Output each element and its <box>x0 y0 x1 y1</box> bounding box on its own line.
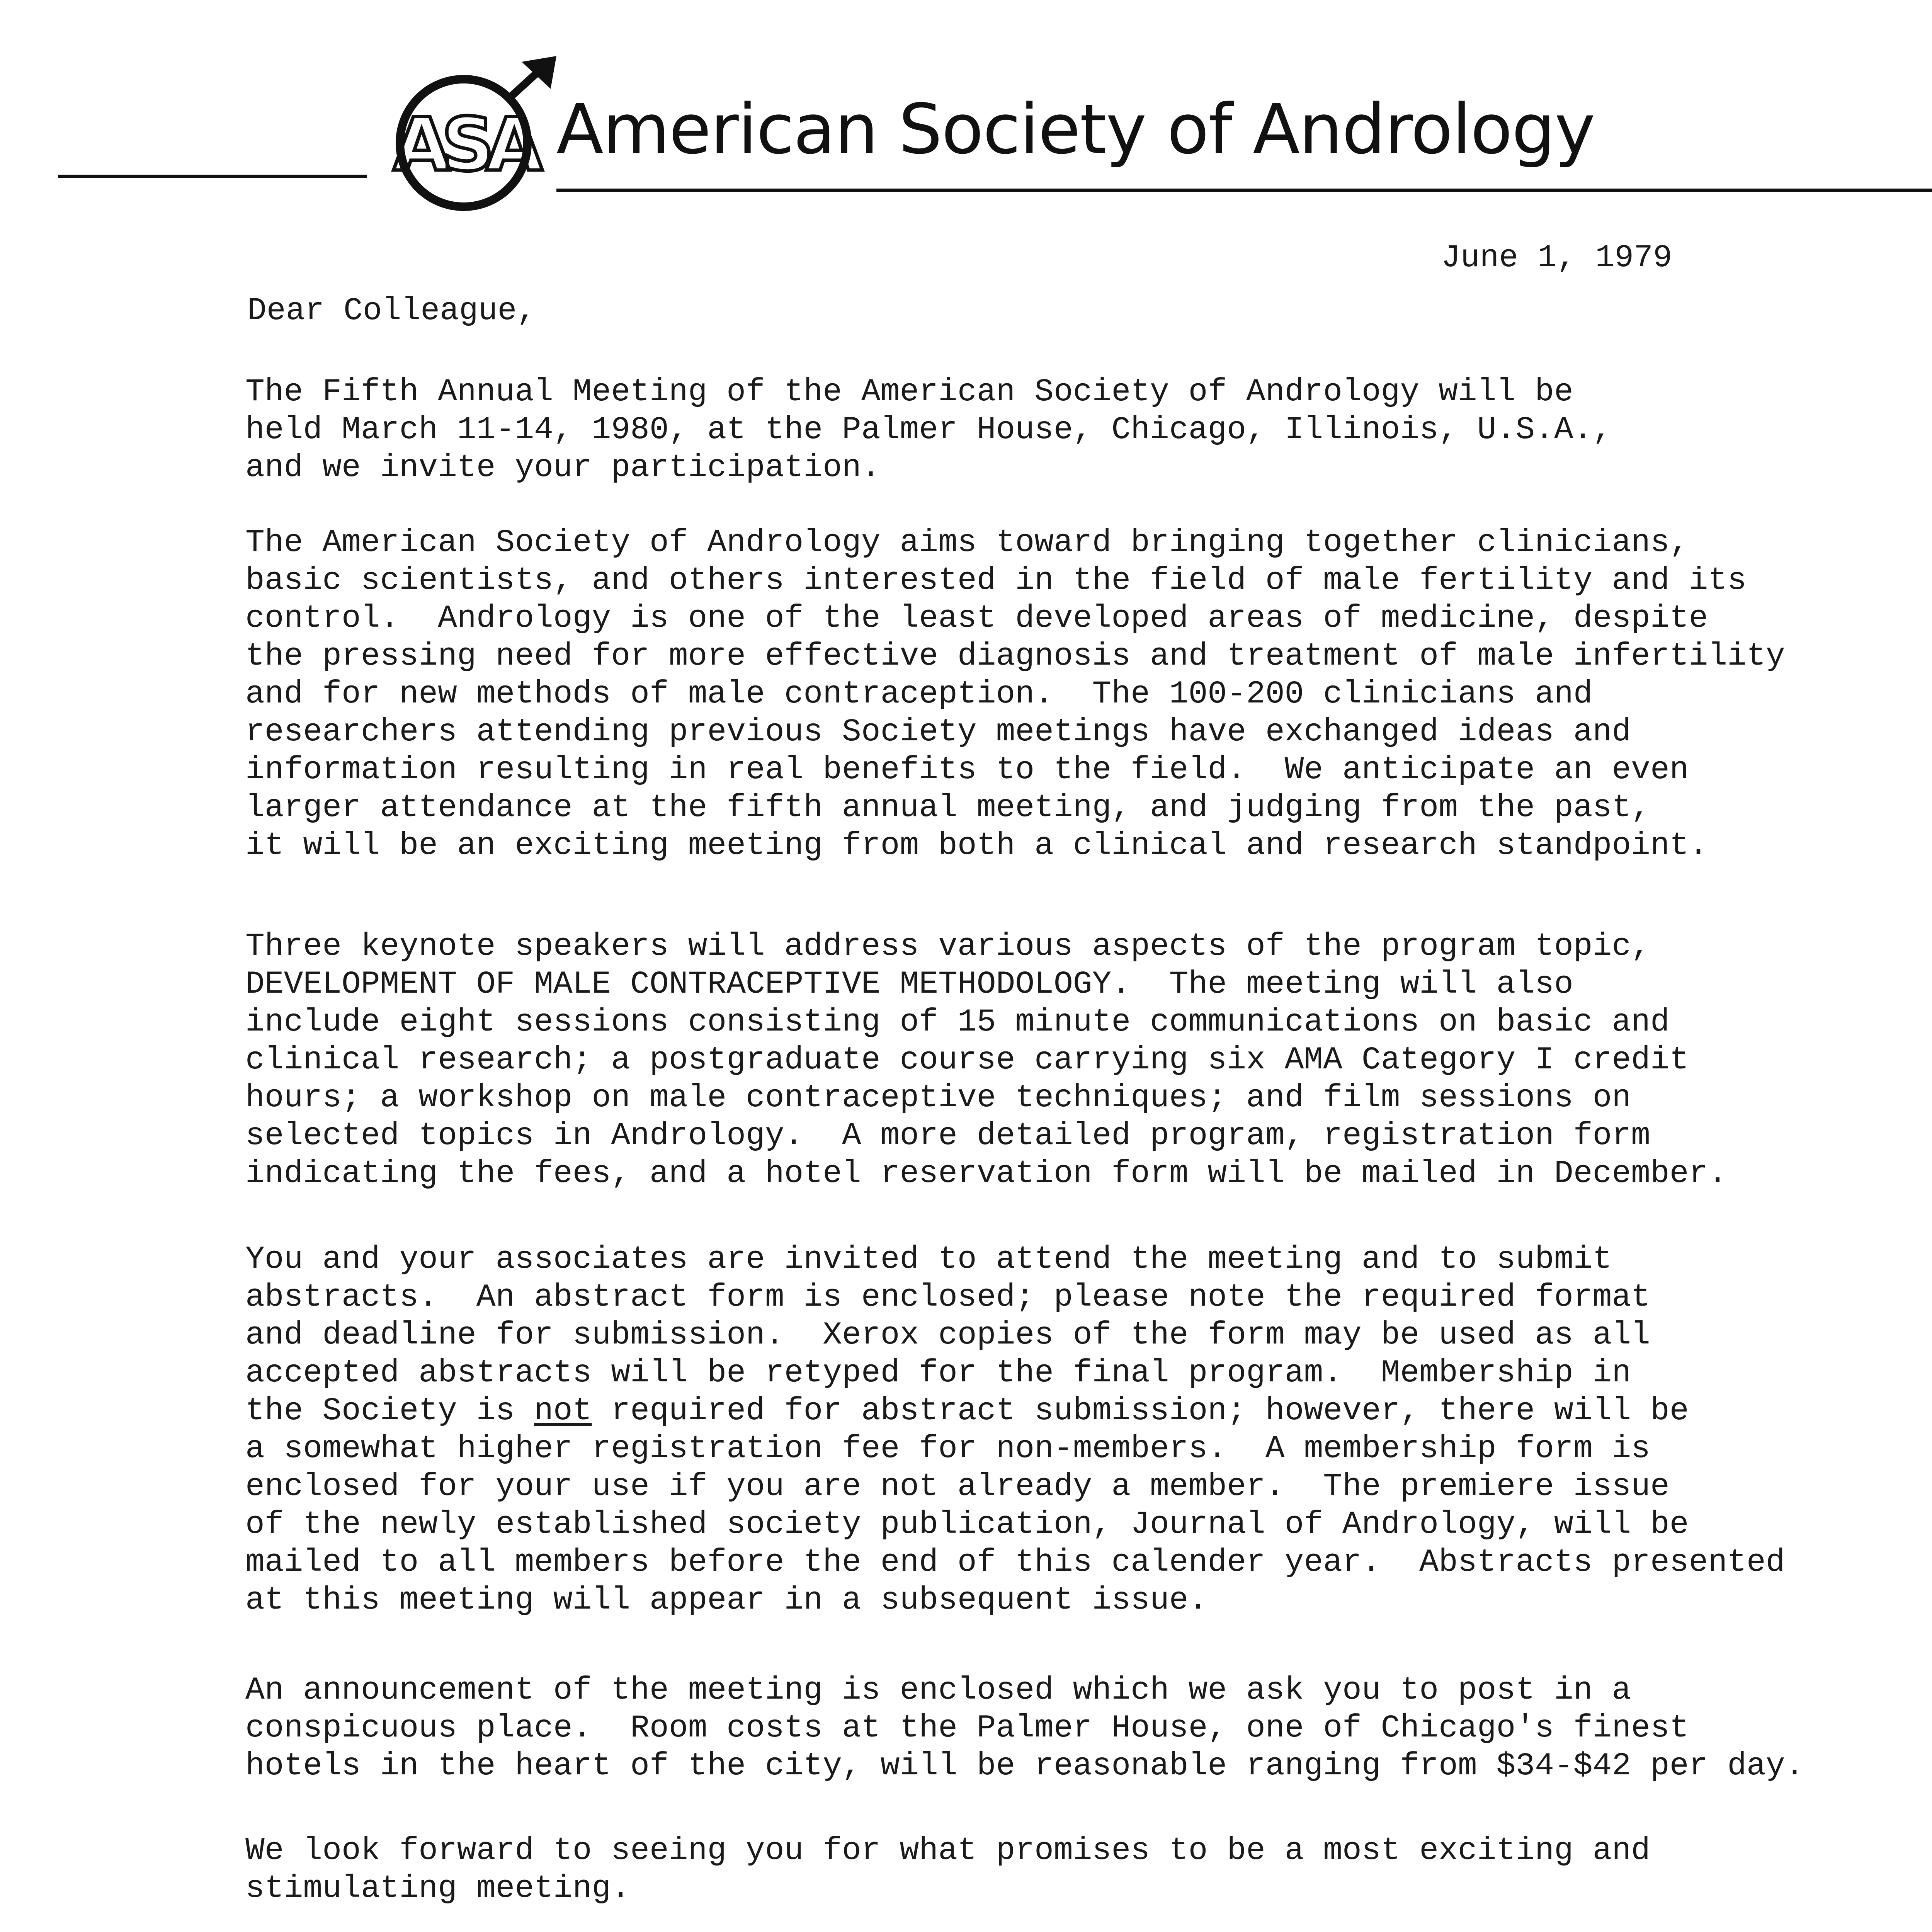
paragraph-abstracts <box>245 1240 1853 1619</box>
organization-name: American Society of Andrology <box>556 89 1595 169</box>
paragraph-meeting-announcement: The Fifth Annual Meeting of the American Society of Andrology will be held March 11-14, 1980, at the Palmer House, Chicago, Illinois, U.S.A., and we invite your participation. <box>245 374 1612 486</box>
paragraph-announcement: An announcement of the meeting is enclosed which we ask you to post in a conspicuous place. Room costs at the Palmer House, one of Chicago's finest hotels in the heart of the city, will be reasonable ranging from $34-$42 per day. <box>245 1672 1804 1784</box>
paragraph-program: Three keynote speakers will address various aspects of the program topic, DEVELOPMENT OF MALE CONTRACEPTIVE METHODOLOGY. The meeting will also include eight sessions consisting of 15 minute communications on basic and clinical research; a postgraduate course carrying six AMA Category I credit hours; a workshop on male contraceptive techniques; and film sessions on selected topics in Andrology. A more detailed program, registration form indicating the fees, and a hotel reservation form will be mailed in December. <box>245 928 1728 1192</box>
salutation: Dear Colleague, <box>247 293 536 329</box>
paragraph-abstracts-part1: You and your associates are invited to attend the meeting and to submit abstracts. An abstract form is enclosed; please note the required format and deadline for submission. Xerox copies of the form may be used as all accepted abstracts will be retyped for the final program. Membership in the Society is <box>245 1241 1650 1429</box>
paragraph-society-aims: The American Society of Andrology aims toward bringing together clinicians, basic scientists, and others interested in the field of male fertility and its control. Andrology is one of the least developed areas of medicine, despite the pressing need for more effective diagnosis and treatment of male infertility and for new methods of male contraception. The 100-200 clinicians and researchers attending previous Society meetings have exchanged ideas and information resulting in real benefits to the field. We anticipate an even larger attendance at the fifth annual meeting, and judging from the past, it will be an exciting meeting from both a clinical and research standpoint. <box>245 524 1785 864</box>
asa-logo-icon <box>386 54 564 216</box>
emphasis-not: not <box>534 1393 592 1429</box>
logo-lettering: ASA <box>393 102 534 187</box>
paragraph-abstracts-part2: required for abstract submission; however, there will be a somewhat higher registration fee for non-members. A membership form is enclosed for your use if you are not already a member. The premiere issue of the newly established society publication, Journal of Andrology, will be mailed to all members before the end of this calender year. Abstracts presented at this meeting will appear in a subsequent issue. <box>245 1393 1785 1618</box>
letterhead-rule-left <box>58 175 367 178</box>
letter-date: June 1, 1979 <box>1441 240 1672 276</box>
letterhead-rule-right <box>556 189 1932 192</box>
paragraph-closing: We look forward to seeing you for what promises to be a most exciting and stimulating meeting. <box>245 1832 1650 1906</box>
